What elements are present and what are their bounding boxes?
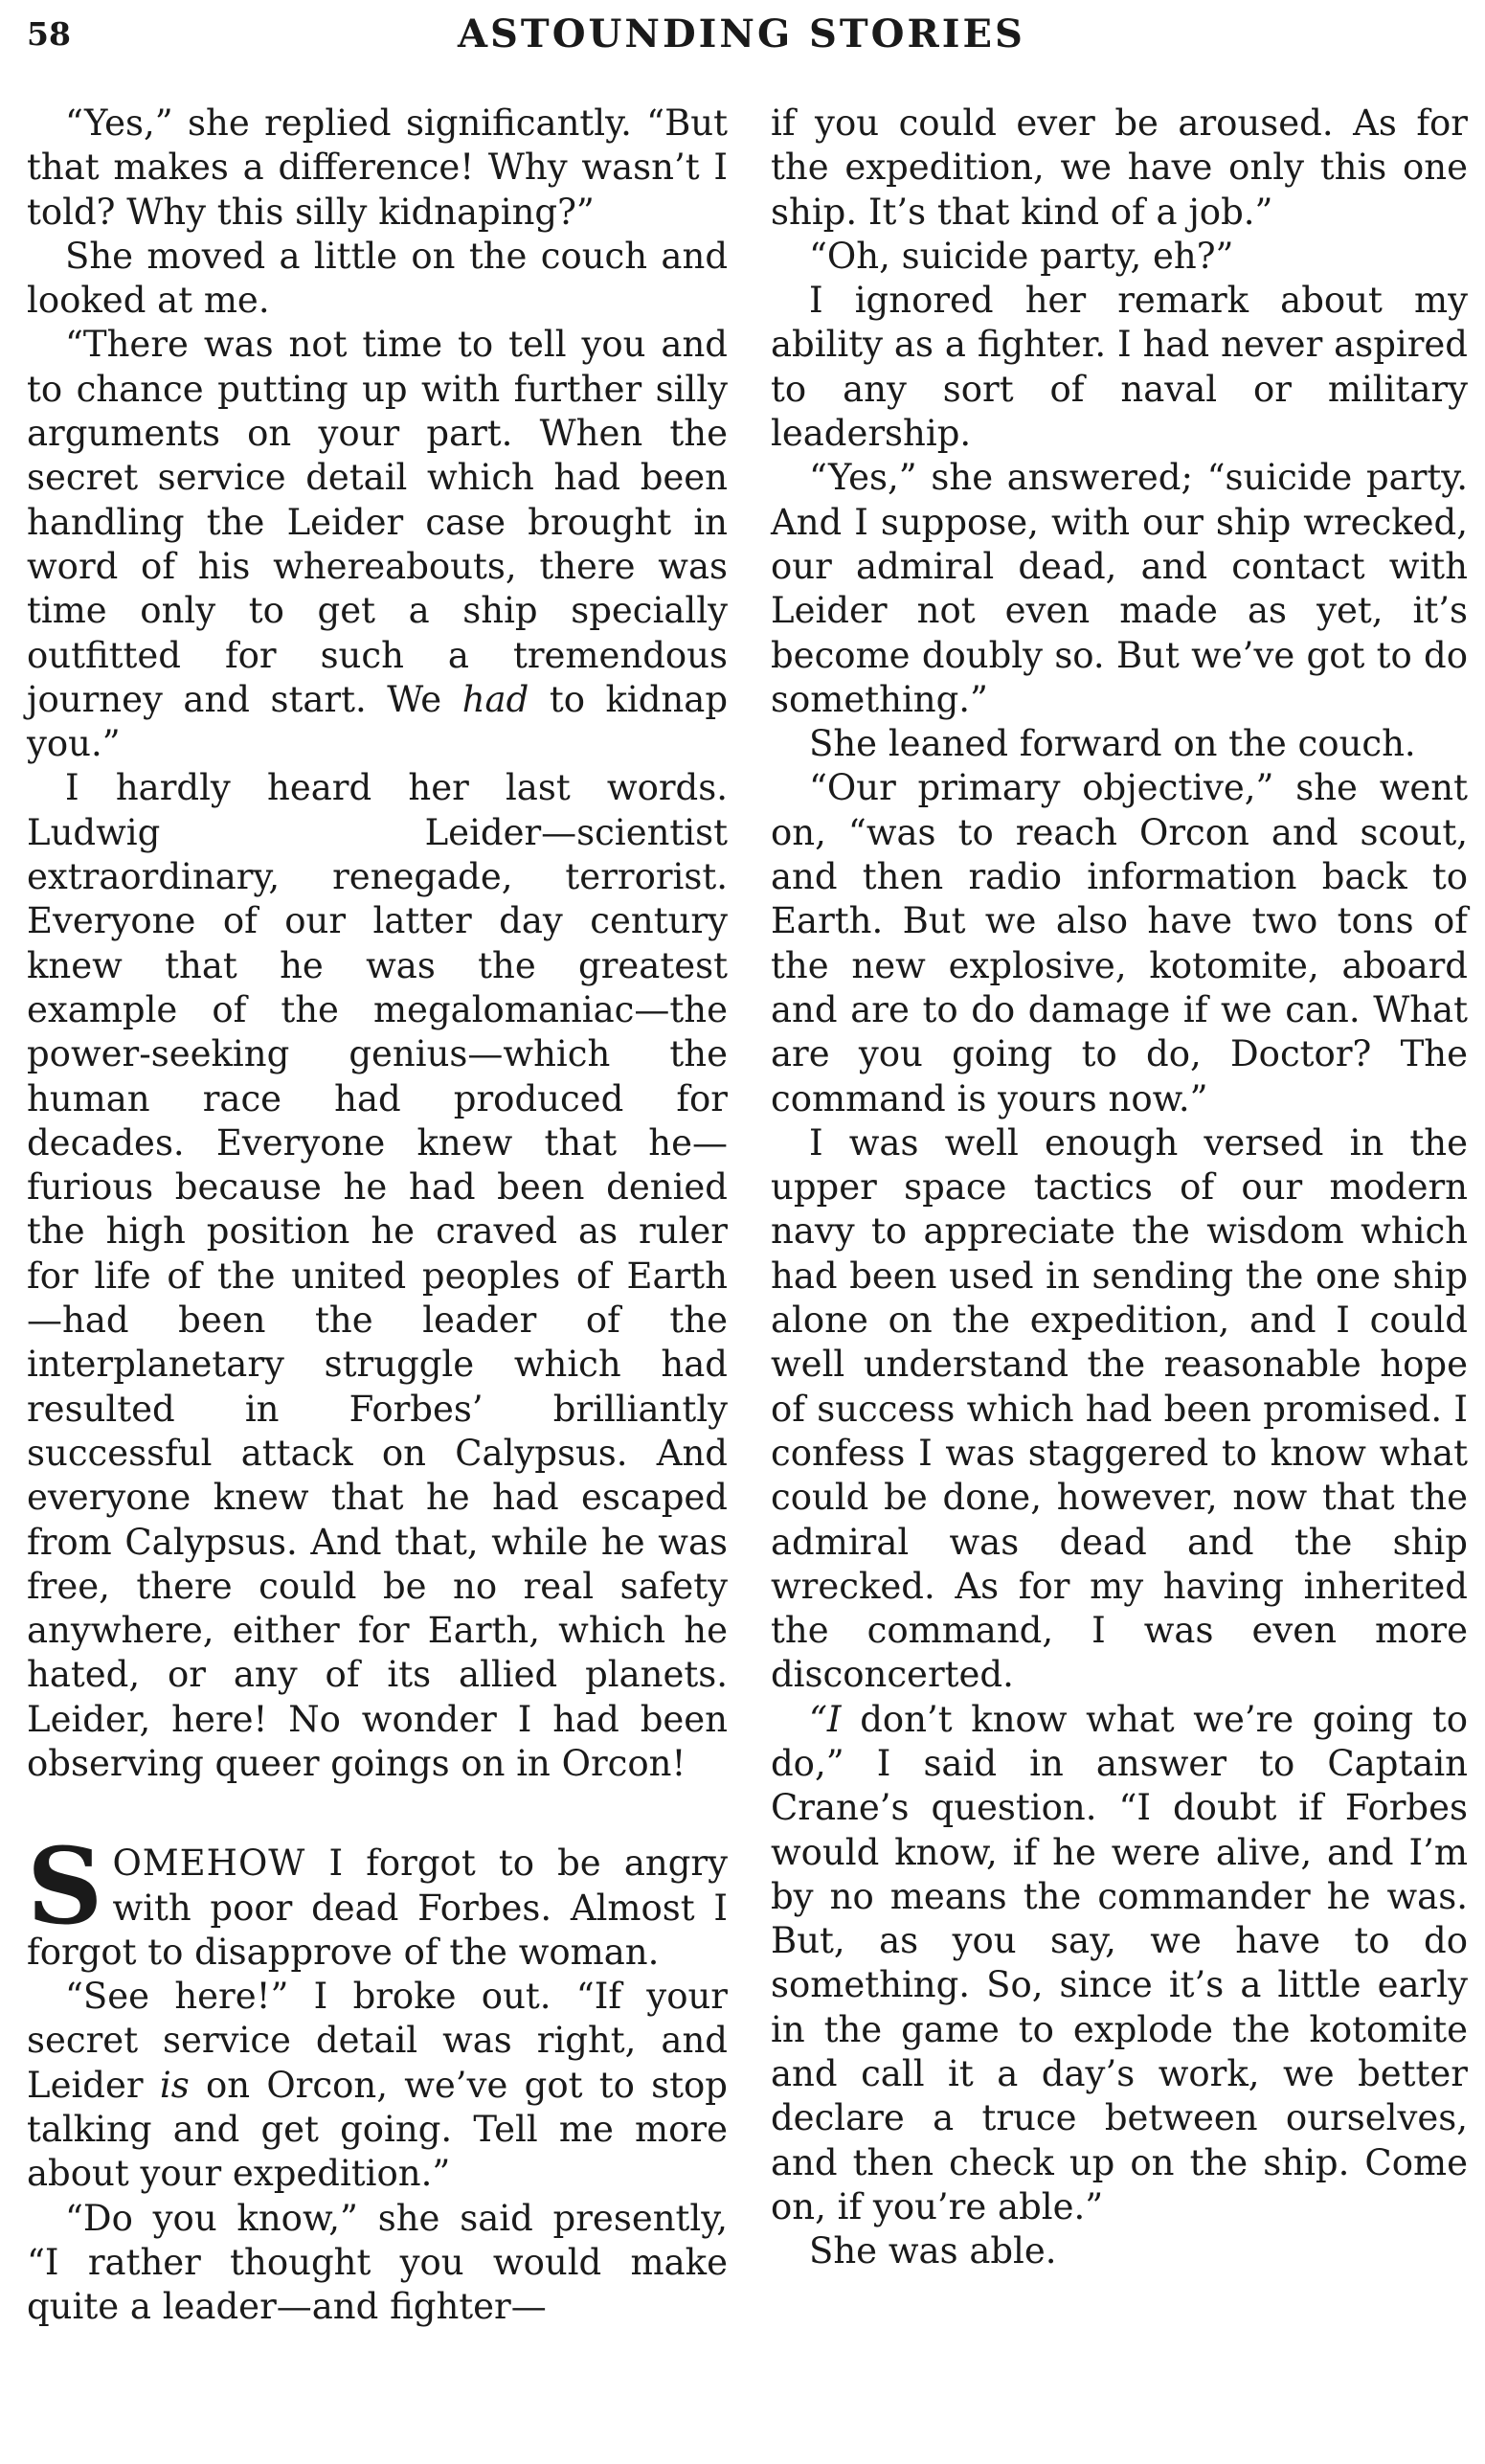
paragraph: She leaned forward on the couch. (809, 723, 1416, 765)
text-run: don’t know what we’re going to do,” I said in answer to Captain Crane’s question. “I doubt if Forbes would know, if he were alive, and I’m by no means the commander he was. But, as you say, we have to do something. So, since it’s a little early in the game to explode the kotomite and call it a day’s work, we better declare a truce between ourselves, and then check up on the ship. Come on, if you’re able.” (771, 1698, 1468, 2227)
paragraph: “Our primary objective,” she went on, “was to reach Orcon and scout, and then radio information back to Earth. But we also have two tons of the new explosive, kotomite, aboard and are to do damage if we can. What are you going to do, Doctor? The command is yours now.” (771, 767, 1468, 1119)
text-run: on Orcon, we’ve got to stop talking and get going. Tell me more about your expedition.” (27, 2064, 728, 2195)
paragraph: I was well enough versed in the upper space tactics of our modern navy to appreciate the wisdom which had been used in sending the one ship alone on the expedition, and I could well understand the reasonable hope of success which had been promised. I confess I was staggered to know what could be done, however, now that the admiral was dead and the ship wrecked. As for my having inherited the command, I was even more disconcerted. (771, 1121, 1468, 1696)
paragraph: She moved a little on the couch and looked at me. (27, 235, 728, 322)
paragraph-continued: if you could ever be aroused. As for the expedition, we have only this one ship. It’s that kind of a job.” (771, 102, 1468, 233)
paragraph (27, 1975, 728, 2196)
small-caps-lead: OMEHOW (112, 1842, 306, 1885)
paragraph: “Yes,” she answered; “suicide party. And I suppose, with our ship wrecked, our admiral dead, and contact with Leider not even made as yet, it’s become doubly so. But we’ve got to do something.” (771, 457, 1468, 720)
emphasis: had (461, 678, 529, 720)
paragraph: I hardly heard her last words. Ludwig Leider—scientist extraordinary, renegade, terrorist. Everyone of our latter day century knew that he was the greatest example of the megalomaniac—the power-seeking genius—which the human race had produced for decades. Everyone knew that he—furious because he had been denied the high position he craved as ruler for life of the united peoples of Earth—had been the leader of the interplanetary struggle which had resulted in Forbes’ brilliantly successful attack on Calypsus. And everyone knew that he had escaped from Calypsus. And that, while he was free, there could be no real safety anywhere, either for Earth, which he hated, or any of its allied planets. Leider, here! No wonder I had been observing queer goings on in Orcon! (27, 767, 728, 1784)
running-title: ASTOUNDING STORIES (458, 11, 1025, 57)
paragraph: “Yes,” she replied significantly. “But that makes a difference! Why wasn’t I told? Why this silly kidnaping?” (27, 102, 728, 233)
left-column (27, 102, 728, 2330)
paragraph: “Oh, suicide party, eh?” (809, 235, 1234, 277)
section-break (27, 1786, 728, 1842)
section-opening-paragraph (27, 1824, 728, 1975)
paragraph: She was able. (809, 2230, 1057, 2272)
text-run: to kidnap you.” (27, 678, 729, 765)
paragraph (771, 1698, 1468, 2230)
text-run: I forgot to be angry with poor dead Forbes. Almost I forgot to disapprove of the woman. (27, 1842, 728, 1973)
text-run: “See here!” I broke out. “If your secret service detail was right, and Leider (27, 1976, 728, 2106)
paragraph: I ignored her remark about my ability as a fighter. I had never aspired to any sort of naval or military leadership. (771, 280, 1468, 455)
paragraph (27, 323, 728, 766)
text-run: “There was not time to tell you and to chance putting up with further silly arguments on your part. When the secret service detail which had been handling the Leider case brought in word of his whereabouts, there was time only to get a ship specially outfitted for such a tremendous journey and start. We (27, 324, 728, 720)
page-number: 58 (27, 15, 71, 53)
right-column (771, 102, 1468, 2274)
paragraph: “Do you know,” she said presently, “I rather thought you would make quite a leader—and fighter— (27, 2197, 728, 2328)
emphasis: “I (809, 1698, 842, 1740)
page-header (27, 6, 1463, 63)
emphasis: is (159, 2064, 190, 2106)
drop-cap: S (27, 1824, 103, 1949)
